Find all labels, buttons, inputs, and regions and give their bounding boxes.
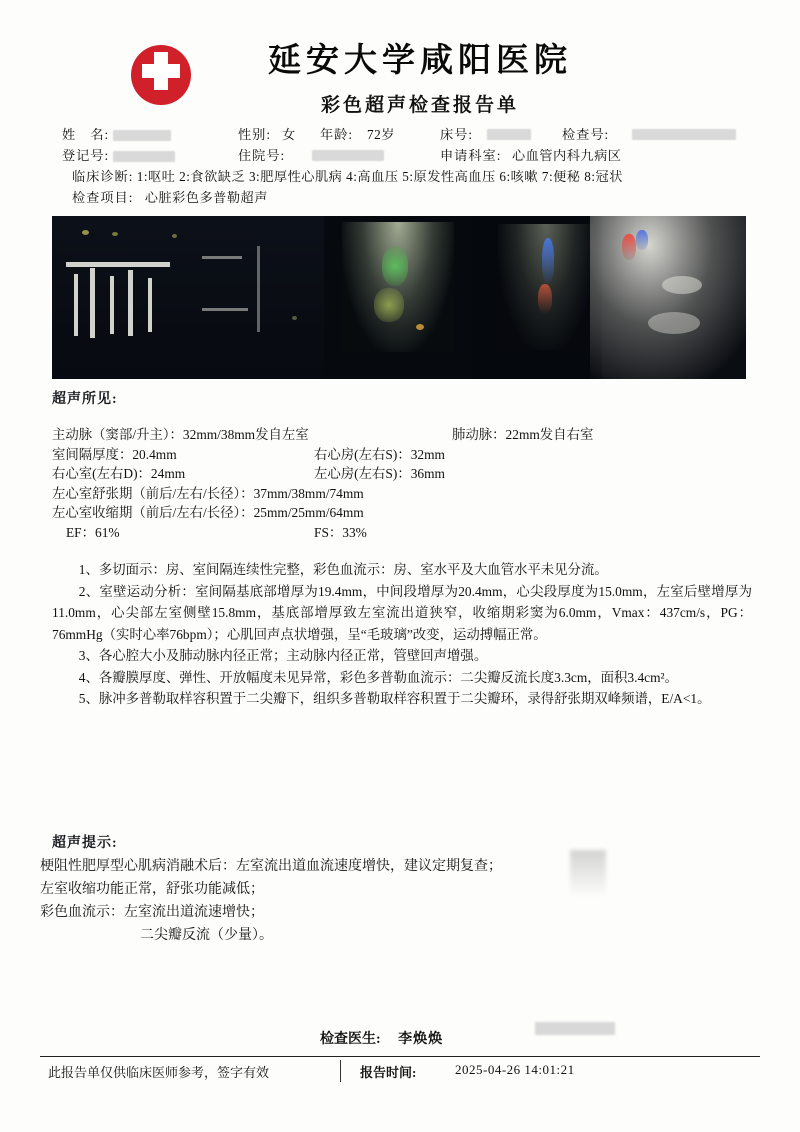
footer-divider (40, 1056, 760, 1057)
report-subtitle: 彩色超声检查报告单 (320, 95, 519, 116)
measurement-row (52, 484, 752, 504)
us-panel-doppler-left (324, 216, 472, 379)
reg-no-label: 登记号: (62, 148, 110, 163)
us-panel-mmode (52, 216, 324, 379)
dept-label: 申请科室: (440, 148, 502, 163)
impression-line: 左室收缩功能正常，舒张功能减低； (40, 882, 264, 897)
us-panel-bmode (602, 216, 746, 379)
impression-line: 梗阻性肥厚型心肌病消融术后：左室流出道血流速度增快，建议定期复查； (40, 859, 502, 874)
measurement-row (52, 425, 752, 445)
info-row-4 (62, 187, 742, 208)
findings-paragraphs (52, 559, 752, 710)
us-panel-doppler-right (472, 216, 602, 379)
hosp-no-label: 住院号: (238, 148, 286, 163)
bed-label: 床号: (440, 127, 474, 142)
hosp-no-value-redacted (312, 150, 384, 161)
doctor-signature-line (320, 1028, 443, 1048)
bed-value-redacted (487, 129, 531, 140)
impression-line: 彩色血流示：左室流出道流速增快； (40, 905, 264, 920)
measurement-c1: 右心室(左右D)：24mm (52, 466, 186, 482)
doctor-label: 检查医生: (320, 1032, 381, 1047)
patient-info (62, 124, 742, 208)
report-header (0, 34, 800, 117)
name-label: 姓 名: (62, 127, 110, 142)
ultrasound-image (52, 216, 746, 379)
dept-value: 心血管内科九病区 (512, 148, 622, 163)
measurement-c2: 右心房(左右S)：32mm (314, 446, 445, 462)
measurement-c2: 左心房(左右S)：36mm (314, 466, 445, 482)
exam-no-label: 检查号: (562, 127, 610, 142)
measurement-row (52, 445, 752, 465)
page-title: 延安大学咸阳医院 (268, 43, 572, 79)
measurement-c2: FS：33% (314, 524, 367, 540)
doctor-name: 李焕焕 (398, 1032, 444, 1047)
findings-paragraph: 3、各心腔大小及肺动脉内径正常；主动脉内径正常，管壁回声增强。 (78, 648, 488, 663)
measurement-row (52, 464, 752, 484)
diagnosis-value: 1:呕吐 2:食欲缺乏 3:肥厚性心肌病 4:高血压 5:原发性高血压 6:咳嗽 7:便秘 8:冠状 (136, 169, 623, 184)
measurement-row (52, 523, 752, 543)
footer-separator (340, 1060, 341, 1082)
findings-paragraph: 4、各瓣膜厚度、弹性、开放幅度未见异常，彩色多普勒血流示：二尖瓣反流长度3.3cm，面积3.4cm²。 (78, 669, 678, 685)
info-row-2 (62, 145, 742, 166)
info-row-3 (62, 166, 742, 187)
findings-paragraph: 2、室壁运动分析：室间隔基底部增厚为19.4mm，中间段增厚为20.4mm，心尖段厚度为15.0mm，左室后壁增厚为11.0mm，心尖部左室侧壁15.8mm，基底部增厚致左室流出道狭窄，收缩期彩窦为6.0mm，Vmax：437cm/s，PG：76mmHg（实时心率76bpm）；心肌回声点状增强，呈“毛玻璃”改变，运动搏幅正常。 (52, 583, 752, 642)
findings-paragraph: 1、多切面示：房、室间隔连续性完整，彩色血流示：房、室水平及大血管水平未见分流。 (78, 562, 608, 577)
report-time-label: 报告时间: (360, 1065, 417, 1080)
impression-line: 二尖瓣反流（少量）。 (140, 928, 273, 943)
impression-section-title: 超声提示: (52, 836, 118, 851)
sex-value: 女 (282, 127, 296, 142)
impression-body (40, 855, 750, 947)
measurement-c1: 左心室收缩期（前后/左右/长径）：25mm/25mm/64mm (52, 505, 364, 521)
measurement-row (52, 503, 752, 523)
signature-redacted (535, 1022, 615, 1035)
age-label: 年龄: (320, 127, 354, 142)
findings-section-title: 超声所见: (52, 392, 118, 407)
measurement-c1: 左心室舒张期（前后/左右/长径）：37mm/38mm/74mm (52, 485, 364, 501)
age-value: 72岁 (367, 127, 395, 142)
red-cross-icon (128, 42, 194, 108)
reg-no-value-redacted (113, 151, 175, 162)
diagnosis-label: 临床诊断: (72, 169, 134, 184)
measurement-c1: EF：61% (66, 524, 120, 540)
item-label: 检查项目: (72, 190, 134, 205)
scan-smudge (570, 850, 606, 898)
measurement-c1: 主动脉（窦部/升主）：32mm/38mm发自左室 (52, 427, 309, 442)
item-value: 心脏彩色多普勒超声 (144, 190, 268, 205)
measurement-c1: 室间隔厚度：20.4mm (52, 446, 177, 462)
findings-paragraph: 5、脉冲多普勒取样容积置于二尖瓣下，组织多普勒取样容积置于二尖瓣环，录得舒张期双峰频谱，E/A<1。 (78, 691, 711, 706)
exam-no-value-redacted (632, 129, 736, 140)
report-time-value: 2025-04-26 14:01:21 (455, 1062, 575, 1077)
info-row-1 (62, 124, 742, 145)
name-value-redacted (113, 130, 171, 141)
measurements-table (52, 425, 752, 543)
sex-label: 性别: (238, 127, 272, 142)
measurement-c3: 肺动脉：22mm发自右室 (452, 427, 594, 442)
footer-note: 此报告单仅供临床医师参考，签字有效 (48, 1065, 270, 1080)
